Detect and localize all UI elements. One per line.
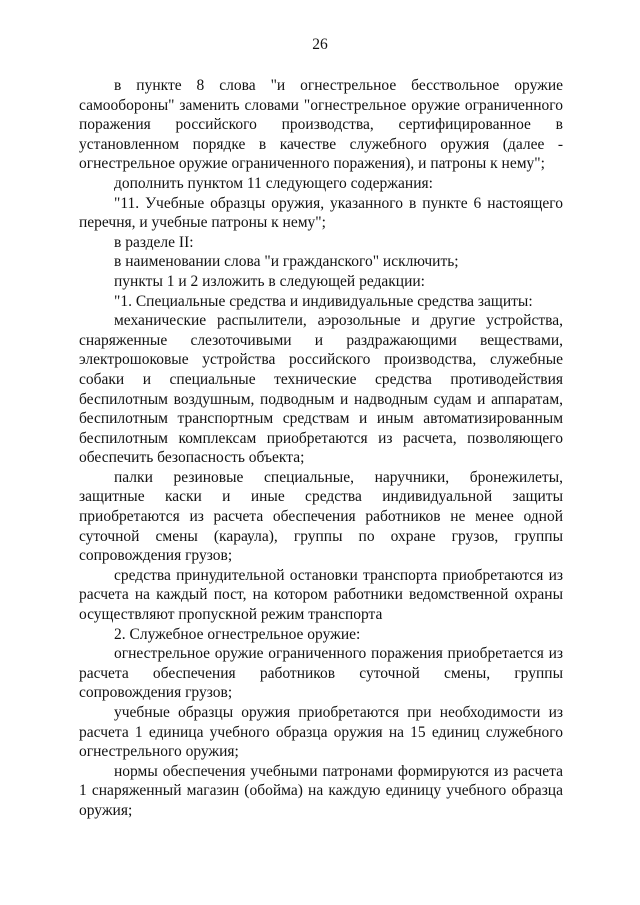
page-number: 26 xyxy=(312,36,328,53)
paragraph: в пункте 8 слова "и огнестрельное бесствольное оружие самообороны" заменить словами "огнестрельное оружие ограниченного поражения российского производства, сертифицированное в установленном порядке в качестве служебного оружия (далее - огнестрельное оружие ограниченного поражения), и патроны к нему"; xyxy=(79,77,563,173)
paragraph: нормы обеспечения учебными патронами формируются из расчета 1 снаряженный магазин (обойма) на каждую единицу учебного образца оружия; xyxy=(79,762,563,819)
paragraph: палки резиновые специальные, наручники, бронежилеты, защитные каски и иные средства индивидуальной защиты приобретаются из расчета обеспечения работников не менее одной суточной смены (караула), группы по охране грузов, группы сопровождения грузов; xyxy=(79,468,563,565)
paragraph: 2. Служебное огнестрельное оружие: xyxy=(114,625,361,643)
paragraph: в разделе II: xyxy=(114,233,194,251)
paragraph: "1. Специальные средства и индивидуальные средства защиты: xyxy=(114,292,533,310)
paragraph: средства принудительной остановки транспорта приобретаются из расчета на каждый пост, на котором работники ведомственной охраны осуществляют пропускной режим транспорта xyxy=(79,566,563,624)
paragraph: в наименовании слова "и гражданского" исключить; xyxy=(114,253,459,271)
paragraph: огнестрельное оружие ограниченного поражения приобретается из расчета обеспечения работников суточной смены, группы сопровождения грузов; xyxy=(79,645,563,702)
paragraph: пункты 1 и 2 изложить в следующей редакции: xyxy=(114,272,425,290)
paragraph: "11. Учебные образцы оружия, указанного в пункте 6 настоящего перечня, и учебные патроны к нему"; xyxy=(79,194,563,232)
document-body xyxy=(79,76,563,821)
paragraph: учебные образцы оружия приобретаются при необходимости из расчета 1 единица учебного образца оружия на 15 единиц служебного огнестрельного оружия; xyxy=(79,704,563,761)
paragraph: дополнить пунктом 11 следующего содержания: xyxy=(114,174,433,192)
paragraph: механические распылители, аэрозольные и другие устройства, снаряженные слезоточивыми и раздражающими веществами, электрошоковые устройства российского производства, служебные собаки и специальные технические средства противодействия беспилотным воздушным, подводным и надводным судам и аппаратам, беспилотным транспортным средствам и иным автоматизированным беспилотным комплексам приобретаются из расчета, позволяющего обеспечить безопасность объекта; xyxy=(79,312,563,467)
